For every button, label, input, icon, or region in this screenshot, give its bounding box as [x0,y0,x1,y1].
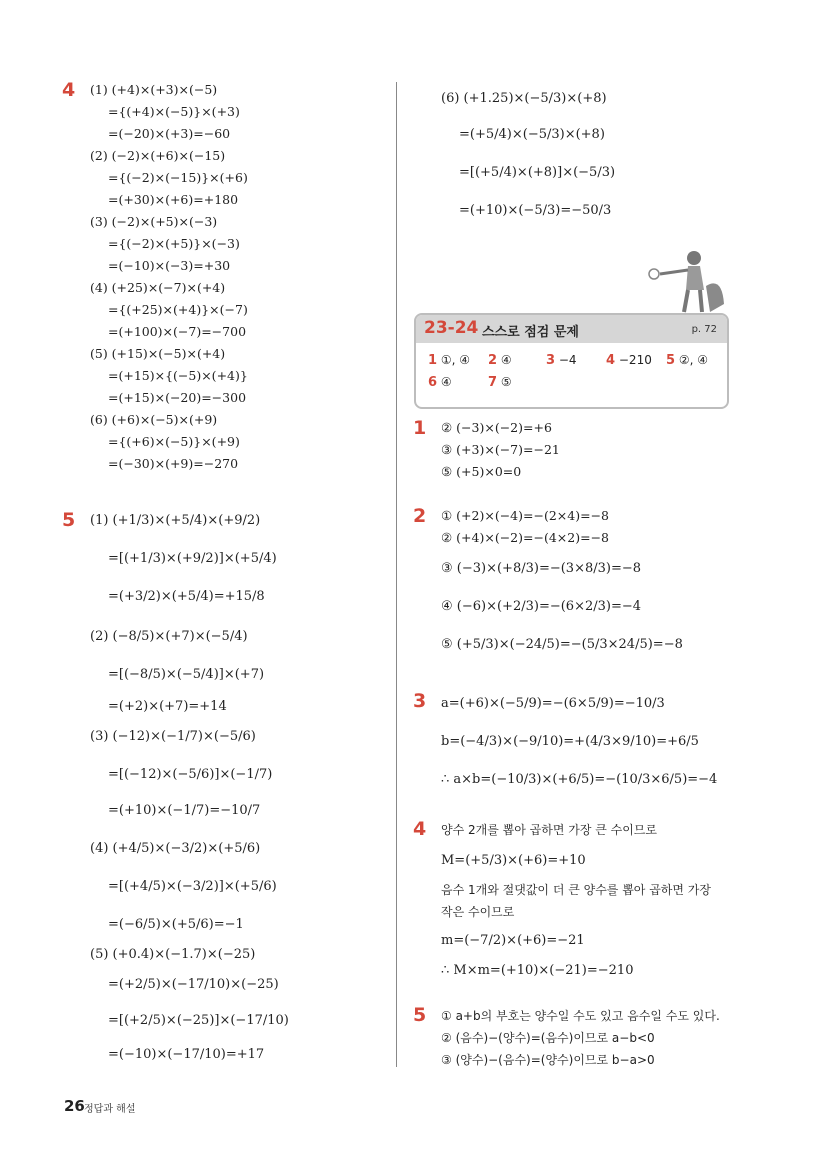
line: =(+30)×(+6)=+180 [108,192,239,207]
question-2-number: 2 [413,505,427,527]
answer-5: 5 ②, ④ [666,353,709,368]
line: =[(+2/5)×(−25)]×(−17/10) [108,1013,289,1028]
problem-5-number: 5 [62,509,76,531]
problem-4-number: 4 [62,79,76,101]
line: ① a+b의 부호는 양수일 수도 있고 음수일 수도 있다. [441,1009,720,1023]
section-number: 23-24 [424,318,479,338]
line: =(+3/2)×(+5/4)=+15/8 [108,589,265,604]
line: =(−20)×(+3)=−60 [108,126,231,141]
line: =(+5/4)×(−5/3)×(+8) [459,127,605,142]
line: b=(−4/3)×(−9/10)=+(4/3×9/10)=+6/5 [441,734,699,749]
line: ={(−2)×(+5)}×(−3) [108,236,240,251]
question-3-number: 3 [413,690,427,712]
column-divider [396,82,397,1067]
line: =(+15)×(−20)=−300 [108,390,247,405]
line: ={(+4)×(−5)}×(+3) [108,104,240,119]
line: =(+2/5)×(−17/10)×(−25) [108,977,279,992]
line: (5) (+0.4)×(−1.7)×(−25) [90,947,256,962]
line: =(+10)×(−1/7)=−10/7 [108,803,261,818]
line: 양수 2개를 뽑아 곱하면 가장 큰 수이므로 [441,823,657,837]
line: (4) (+4/5)×(−3/2)×(+5/6) [90,841,261,856]
line: m=(−7/2)×(+6)=−21 [441,933,585,948]
line: ={(+6)×(−5)}×(+9) [108,434,240,449]
answer-3: 3 −4 [546,353,577,368]
line: ① (+2)×(−4)=−(2×4)=−8 [441,508,609,523]
line: a=(+6)×(−5/9)=−(6×5/9)=−10/3 [441,696,665,711]
line: =(+10)×(−5/3)=−50/3 [459,203,612,218]
line: =(+100)×(−7)=−700 [108,324,247,339]
line: ③ (−3)×(+8/3)=−(3×8/3)=−8 [441,561,642,576]
section-title: 스스로 점검 문제 [482,325,579,340]
self-check-section [414,313,729,409]
answer-4: 4 −210 [606,353,652,368]
answer-1: 1 ①, ④ [428,353,471,368]
footer-label: 정답과 해설 [84,1104,136,1115]
question-5-number: 5 [413,1004,427,1026]
question-1-number: 1 [413,417,427,439]
line: =[(+5/4)×(+8)]×(−5/3) [459,165,616,180]
line: ③ (+3)×(−7)=−21 [441,442,560,457]
line: ② (음수)−(양수)=(음수)이므로 a−b<0 [441,1031,655,1045]
line: =(−10)×(−17/10)=+17 [108,1047,265,1062]
line: (1) (+4)×(+3)×(−5) [90,82,218,97]
line: 작은 수이므로 [441,905,515,919]
line: (3) (−2)×(+5)×(−3) [90,214,218,229]
question-4-number: 4 [413,818,427,840]
line: ⑤ (+5)×0=0 [441,464,522,479]
line: =[(+1/3)×(+9/2)]×(+5/4) [108,551,277,566]
line: (4) (+25)×(−7)×(+4) [90,280,226,295]
line: ={(+25)×(+4)}×(−7) [108,302,248,317]
section-page-ref: p. 72 [691,324,717,335]
line: (2) (−8/5)×(+7)×(−5/4) [90,629,248,644]
line: =(−30)×(+9)=−270 [108,456,239,471]
answer-6: 6 ④ [428,375,452,390]
line: (1) (+1/3)×(+5/4)×(+9/2) [90,513,261,528]
line: (5) (+15)×(−5)×(+4) [90,346,226,361]
line: =(−6/5)×(+5/6)=−1 [108,917,244,932]
line: M=(+5/3)×(+6)=+10 [441,853,586,868]
line: ② (−3)×(−2)=+6 [441,420,552,435]
line: ∴ M×m=(+10)×(−21)=−210 [441,963,634,978]
line: =[(−12)×(−5/6)]×(−1/7) [108,767,273,782]
character-illustration [640,246,726,318]
line: (6) (+6)×(−5)×(+9) [90,412,218,427]
line: ={(−2)×(−15)}×(+6) [108,170,248,185]
line: 음수 1개와 절댓값이 더 큰 양수를 뽑아 곱하면 가장 [441,883,711,897]
line: (2) (−2)×(+6)×(−15) [90,148,226,163]
line: =(+2)×(+7)=+14 [108,699,227,714]
line: ⑤ (+5/3)×(−24/5)=−(5/3×24/5)=−8 [441,637,683,652]
line: =(+15)×{(−5)×(+4)} [108,368,248,383]
line: ④ (−6)×(+2/3)=−(6×2/3)=−4 [441,599,642,614]
line: (6) (+1.25)×(−5/3)×(+8) [441,91,607,106]
line: ∴ a×b=(−10/3)×(+6/5)=−(10/3×6/5)=−4 [441,772,718,787]
answer-7: 7 ⑤ [488,375,512,390]
line: =[(+4/5)×(−3/2)]×(+5/6) [108,879,277,894]
line: ③ (양수)−(음수)=(양수)이므로 b−a>0 [441,1053,655,1067]
section-header [416,315,727,343]
line: (3) (−12)×(−1/7)×(−5/6) [90,729,256,744]
line: =[(−8/5)×(−5/4)]×(+7) [108,667,265,682]
answer-2: 2 ④ [488,353,512,368]
page-number: 26 [64,1097,85,1115]
line: =(−10)×(−3)=+30 [108,258,231,273]
line: ② (+4)×(−2)=−(4×2)=−8 [441,530,609,545]
